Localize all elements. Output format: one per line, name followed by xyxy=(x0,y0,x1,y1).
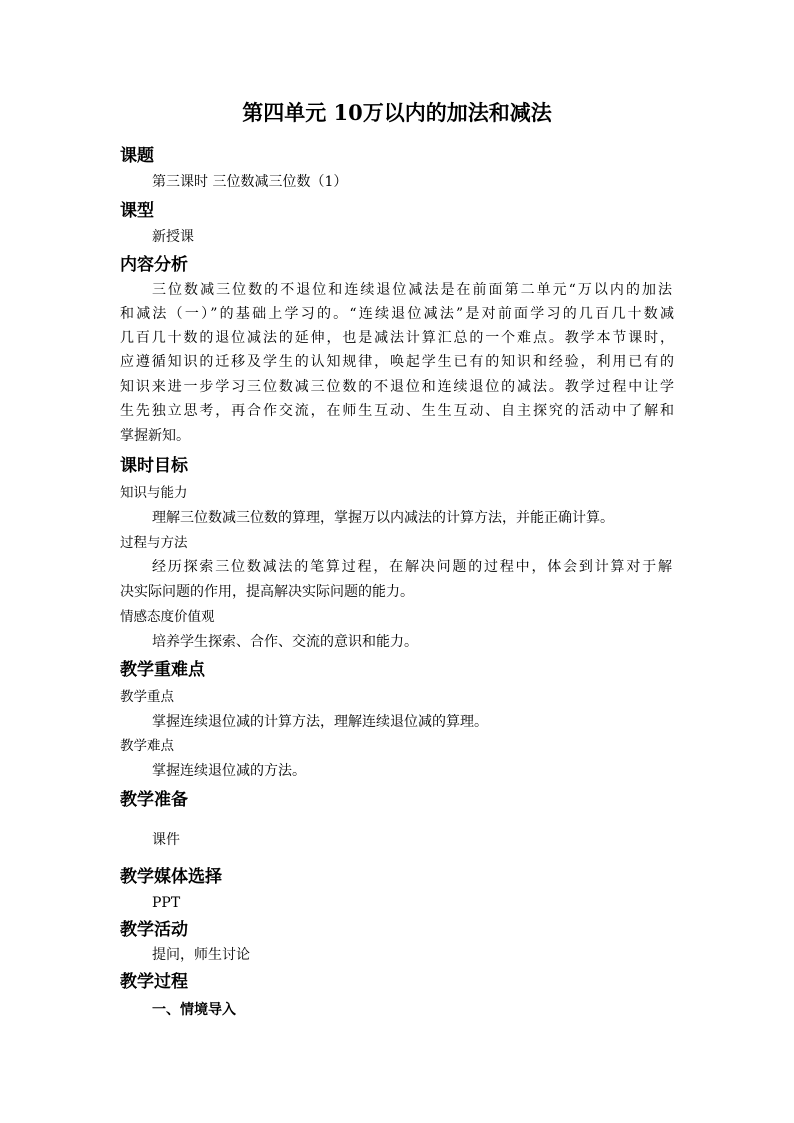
analysis-line-6: 生先独立思考，再合作交流，在师生互动、生生互动、自主探究的活动中了解和 xyxy=(120,403,674,419)
preparation-text: 课件 xyxy=(152,832,180,848)
media-text: PPT xyxy=(152,895,181,911)
knowledge-label: 知识与能力 xyxy=(120,485,188,501)
media-heading: 教学媒体选择 xyxy=(120,867,222,887)
difficult-label: 教学难点 xyxy=(120,738,174,754)
type-text: 新授课 xyxy=(152,229,194,245)
analysis-line-7: 掌握新知。 xyxy=(120,428,190,444)
analysis-line-5: 知识来进一步学习三位数减三位数的不退位和连续退位的减法。教学过程中让学 xyxy=(120,379,674,395)
key-text: 掌握连续退位减的计算方法，理解连续退位减的算理。 xyxy=(152,714,488,730)
analysis-heading: 内容分析 xyxy=(120,255,188,275)
analysis-line-3: 几百几十数的退位减法的延伸，也是减法计算汇总的一个难点。教学本节课时， xyxy=(120,330,674,346)
process-heading: 教学过程 xyxy=(120,972,188,992)
keypoints-heading: 教学重难点 xyxy=(120,660,205,680)
topic-heading: 课题 xyxy=(120,146,154,166)
attitude-label: 情感态度价值观 xyxy=(120,609,215,625)
activity-text: 提问，师生讨论 xyxy=(152,947,250,963)
goals-heading: 课时目标 xyxy=(120,456,188,476)
attitude-text: 培养学生探索、合作、交流的意识和能力。 xyxy=(152,634,418,650)
process-step-1: 一、情境导入 xyxy=(152,1002,236,1018)
knowledge-text: 理解三位数减三位数的算理，掌握万以内减法的计算方法，并能正确计算。 xyxy=(152,510,614,526)
analysis-line-1: 三位数减三位数的不退位和连续退位减法是在前面第二单元“万以内的加法 xyxy=(152,282,672,298)
process-label: 过程与方法 xyxy=(120,535,188,551)
key-label: 教学重点 xyxy=(120,689,174,705)
activity-heading: 教学活动 xyxy=(120,920,188,940)
analysis-line-2: 和减法（一）”的基础上学习的。“连续退位减法”是对前面学习的几百几十数减 xyxy=(120,306,674,322)
document-title: 第四单元 10万以内的加法和减法 xyxy=(242,100,552,125)
type-heading: 课型 xyxy=(120,201,154,221)
analysis-line-4: 应遵循知识的迁移及学生的认知规律，唤起学生已有的知识和经验，利用已有的 xyxy=(120,354,674,370)
topic-text: 第三课时 三位数减三位数（1） xyxy=(152,174,348,190)
process-line-2: 决实际问题的作用，提高解决实际问题的能力。 xyxy=(120,584,414,600)
process-line-1: 经历探索三位数减法的笔算过程，在解决问题的过程中，体会到计算对于解 xyxy=(152,559,672,575)
preparation-heading: 教学准备 xyxy=(120,790,188,810)
difficult-text: 掌握连续退位减的方法。 xyxy=(152,763,306,779)
